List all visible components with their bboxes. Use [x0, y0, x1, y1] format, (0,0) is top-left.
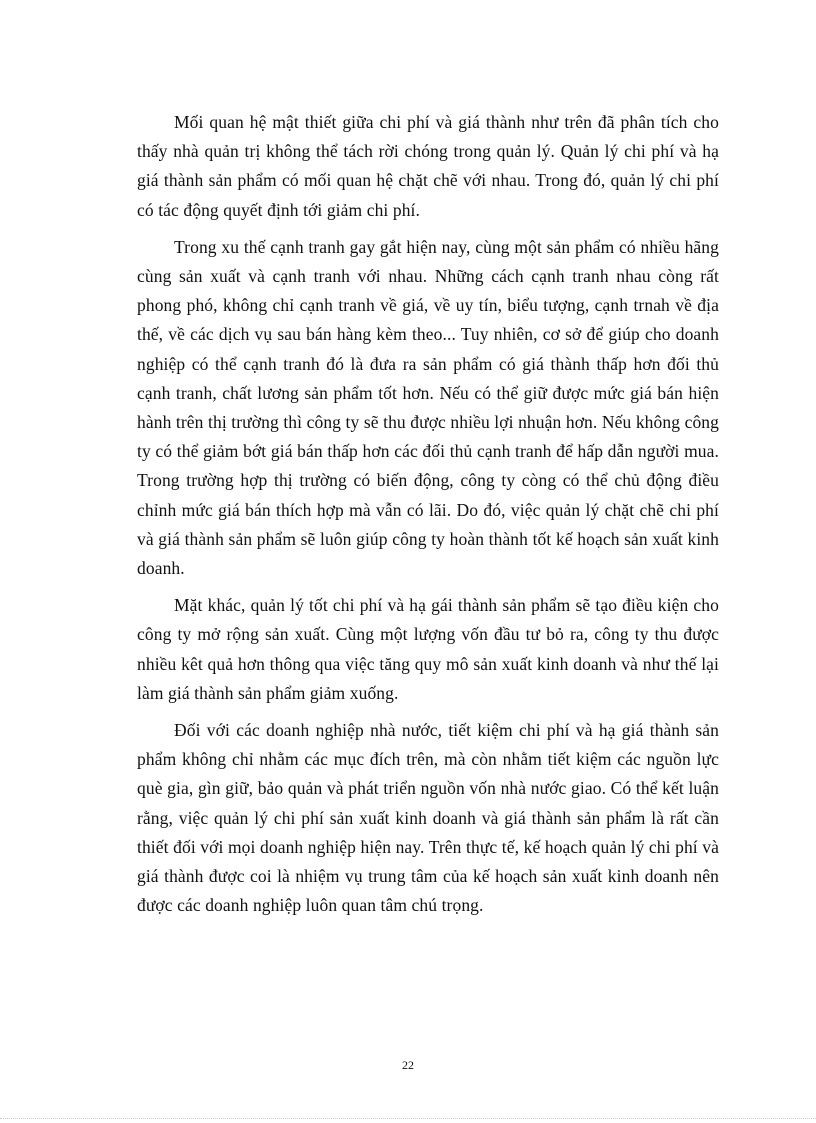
paragraph-4: Đối với các doanh nghiệp nhà nước, tiết kiệm chi phí và hạ giá thành sản phẩm không chỉ nhằm các mục đích trên, mà còn nhằm tiết kiệm các nguồn lực què gia, gìn giữ, bảo quản và phát triển nguồn vốn nhà nước giao. Có thể kết luận rằng, việc quản lý chi phí sản xuất kinh doanh và giá thành sản phẩm là rất cần thiết đối với mọi doanh nghiệp hiện nay. Trên thực tế, kế hoạch quản lý chi phí và giá thành được coi là nhiệm vụ trung tâm của kế hoạch sản xuất kinh doanh nên được các doanh nghiệp luôn quan tâm chú trọng. — [137, 720, 719, 916]
page-number: 22 — [402, 1058, 414, 1072]
paragraph-3: Mặt khác, quản lý tốt chi phí và hạ gái thành sản phẩm sẽ tạo điều kiện cho công ty mở rộng sản xuất. Cùng một lượng vốn đầu tư bỏ ra, công ty thu được nhiều kêt quả hơn thông qua việc tăng quy mô sản xuất kinh doanh và như thế lại làm giá thành sản phẩm giảm xuống. — [137, 595, 719, 703]
paragraph-1: Mối quan hệ mật thiết giữa chi phí và giá thành như trên đã phân tích cho thấy nhà quản trị không thể tách rời chóng trong quản lý. Quản lý chi phí và hạ giá thành sản phẩm có mối quan hệ chặt chẽ với nhau. Trong đó, quản lý chi phí có tác động quyết định tới giảm chi phí. — [137, 112, 719, 220]
body-text — [137, 108, 719, 920]
paragraph-2: Trong xu thế cạnh tranh gay gắt hiện nay, cùng một sản phẩm có nhiều hãng cùng sản xuất và cạnh tranh với nhau. Những cách cạnh tranh nhau còng rất phong phó, không chỉ cạnh tranh về giá, về uy tín, biểu tượng, cạnh trnah về địa thế, về các dịch vụ sau bán hàng kèm theo... Tuy nhiên, cơ sở để giúp cho doanh nghiệp có thể cạnh tranh đó là đưa ra sản phẩm có giá thành thấp hơn đối thủ cạnh tranh, chất lương sản phẩm tốt hơn. Nếu có thể giữ được mức giá bán hiện hành trên thị trường thì công ty sẽ thu được nhiều lợi nhuận hơn. Nếu không công ty có thể giảm bớt giá bán thấp hơn các đối thủ cạnh tranh để hấp dẫn người mua. Trong trường hợp thị trường có biến động, công ty còng có thể chủ động điều chỉnh mức giá bán thích hợp mà vẫn có lãi. Do đó, việc quản lý chặt chẽ chi phí và giá thành sản phẩm sẽ luôn giúp công ty hoàn thành tốt kế hoạch sản xuất kinh doanh. — [137, 236, 719, 579]
footer-divider — [0, 1118, 816, 1119]
